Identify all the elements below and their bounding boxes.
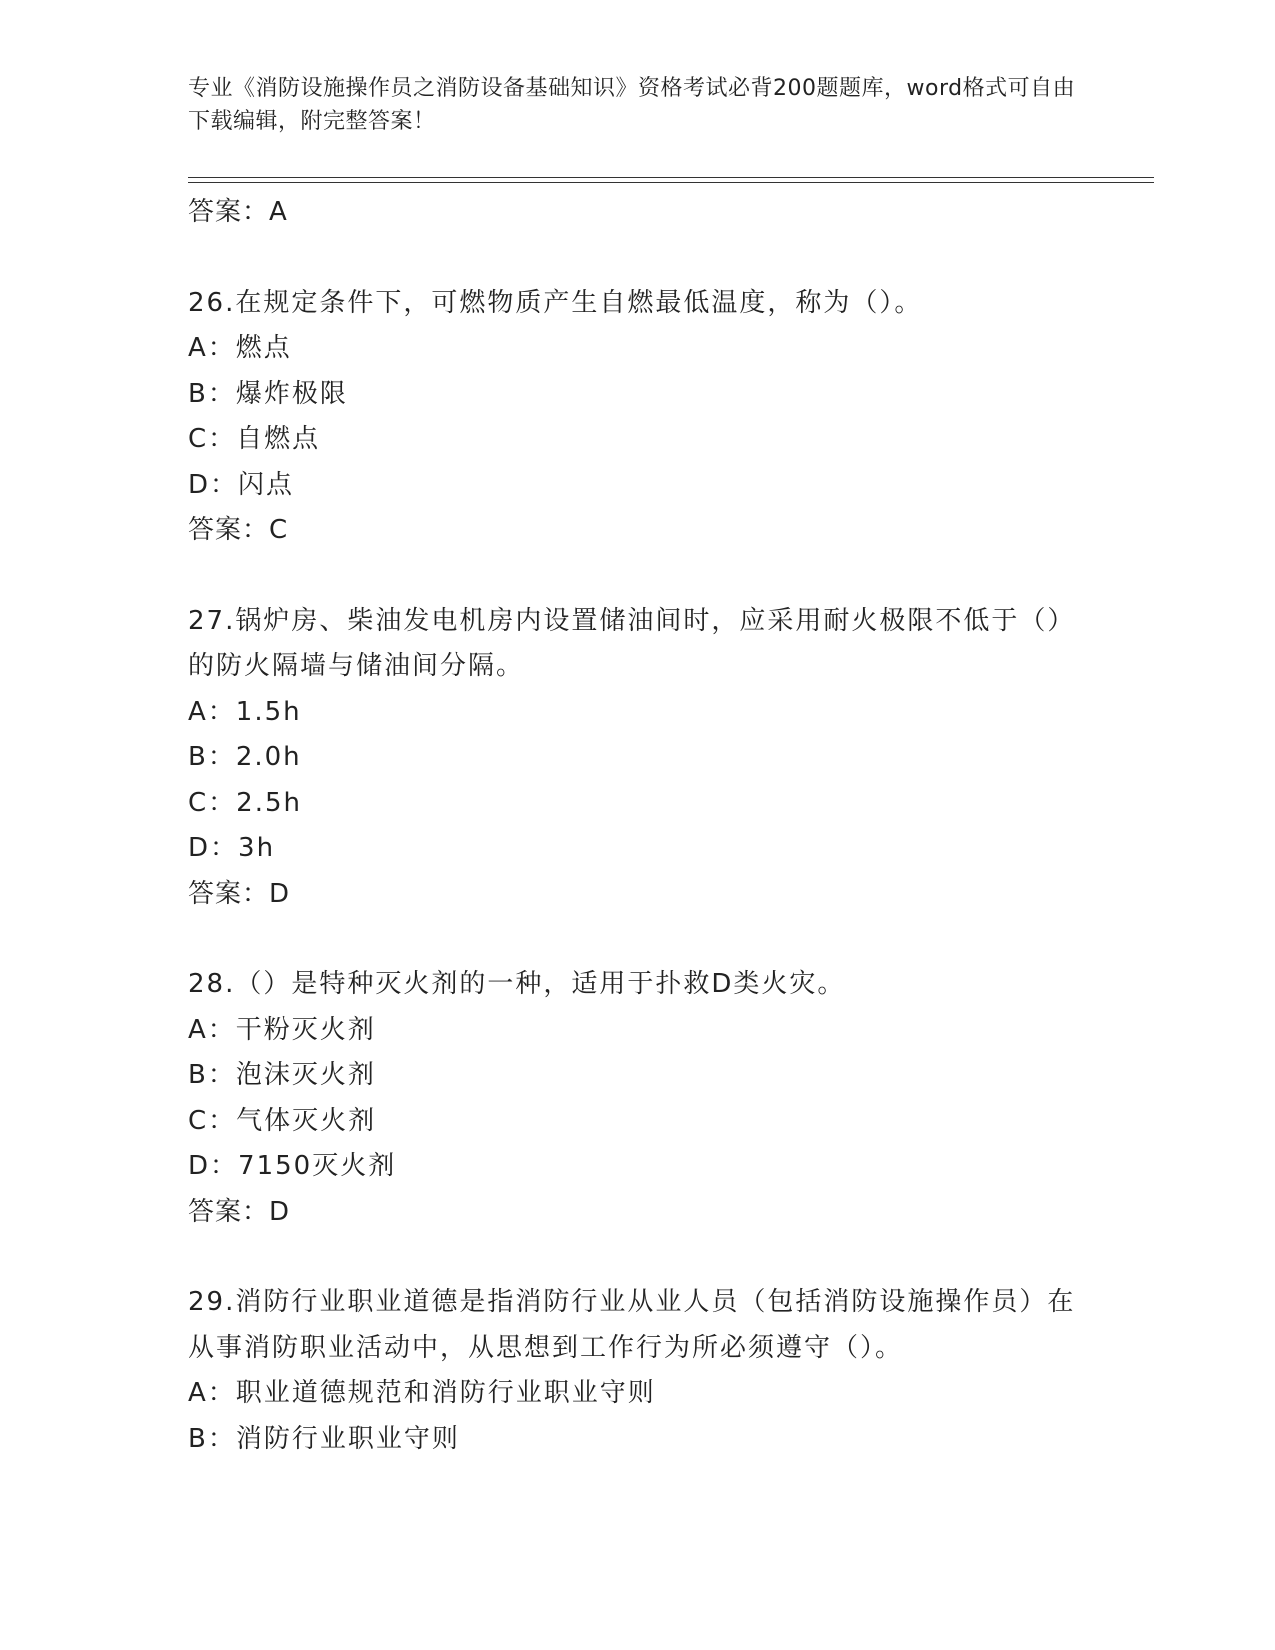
option-d: D：闪点 <box>188 469 295 500</box>
question-item <box>188 281 1088 554</box>
option-c: C：气体灭火剂 <box>188 1105 377 1136</box>
question-text: 27.锅炉房、柴油发电机房内设置储油间时，应采用耐火极限不低于（）的防火隔墙与储油间分隔。 <box>188 605 1076 681</box>
option-a: A：职业道德规范和消防行业职业守则 <box>188 1378 656 1408</box>
option-c: C：2.5h <box>188 787 302 818</box>
header-divider-top <box>188 177 1154 178</box>
option-a: A：干粉灭火剂 <box>188 1014 376 1045</box>
question-text: 26.在规定条件下，可燃物质产生自燃最低温度，称为（）。 <box>188 287 923 318</box>
answer-label: 答案：D <box>188 1196 291 1227</box>
option-b: B：2.0h <box>188 742 302 772</box>
question-text: 29.消防行业职业道德是指消防行业从业人员（包括消防设施操作员）在从事消防职业活动中，从思想到工作行为所必须遵守（）。 <box>188 1287 1076 1363</box>
option-d: D：3h <box>188 833 276 863</box>
question-item <box>188 962 1088 1235</box>
question-item <box>188 1280 1088 1462</box>
option-a: A：燃点 <box>188 333 292 363</box>
header-divider-bottom <box>188 182 1154 183</box>
question-text: 28.（）是特种灭火剂的一种，适用于扑救D类火灾。 <box>188 969 846 999</box>
option-c: C：自燃点 <box>188 424 321 454</box>
option-b: B：消防行业职业守则 <box>188 1423 460 1454</box>
answer-label: 答案：C <box>188 515 289 545</box>
option-d: D：7150灭火剂 <box>188 1151 397 1181</box>
answer-label: 答案：D <box>188 878 291 909</box>
option-b: B：泡沫灭火剂 <box>188 1060 376 1090</box>
option-a: A：1.5h <box>188 696 302 727</box>
document-header: 专业《消防设施操作员之消防设备基础知识》资格考试必背200题题库，word格式可自由下载编辑，附完整答案！ <box>188 76 1076 134</box>
answer-label: 答案：A <box>188 197 288 227</box>
option-b: B：爆炸极限 <box>188 378 348 409</box>
question-list <box>188 190 1088 1462</box>
question-item <box>188 599 1088 918</box>
